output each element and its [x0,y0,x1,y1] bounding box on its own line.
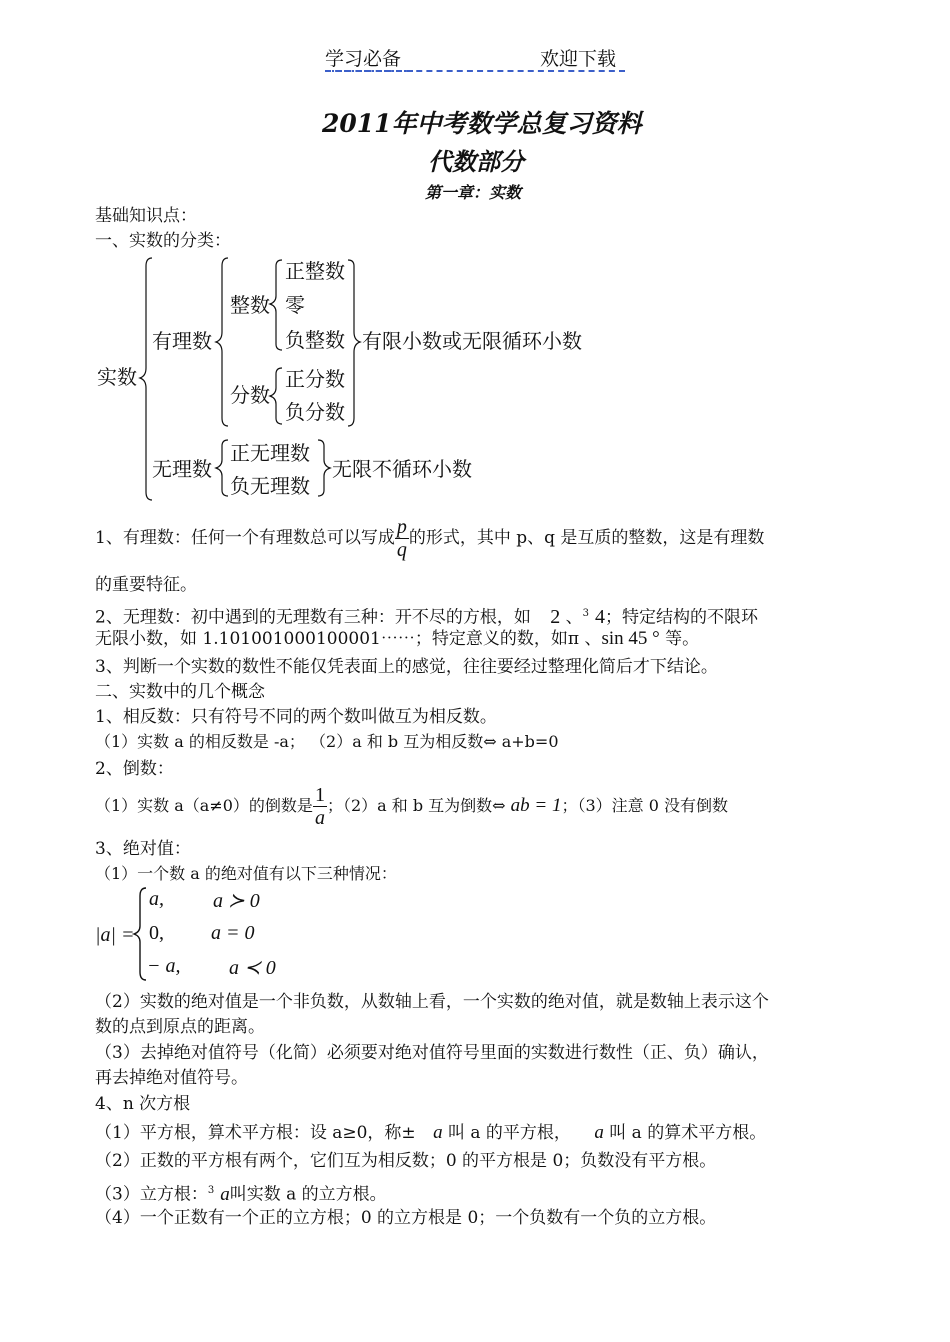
abs-row2-cond: a = 0 [211,922,255,944]
c4-1-var2: a [594,1122,604,1143]
abs-lhs: |a| = [95,924,135,946]
tree-rational-note: 有限小数或无限循环小数 [362,329,582,353]
c3-2-line1: （2）实数的绝对值是一个非负数，从数轴上看，一个实数的绝对值，就是数轴上表示这个 [95,992,769,1012]
page-title: 2011年中考数学总复习资料 [322,109,642,138]
c2-fraction [313,784,327,829]
c4-2: （2）正数的平方根有两个，它们互为相反数；0 的平方根是 0；负数没有平方根。 [95,1151,717,1171]
c3-3-line2: 再去掉绝对值符号。 [95,1068,248,1088]
tree-integer: 整数 [230,293,270,317]
c2: 2、倒数： [95,759,174,779]
p2-sin: sin 45 ° [601,628,660,649]
p3: 3、判断一个实数的数性不能仅凭表面上的感觉，往往要经过整理化简后才下结论。 [95,657,718,677]
c1-1: （1）实数 a 的相反数是 -a； （2）a 和 b 互为相反数⇔ a+b=0 [95,732,559,751]
c2-line [95,778,728,834]
c4: 4、n 次方根 [95,1094,191,1114]
c4-1-text-b: 叫 a 的平方根， [447,1123,571,1143]
tree-fraction: 分数 [230,383,270,407]
p2-sqrt2: 2 [550,605,561,628]
basics-heading: 基础知识点： [95,206,197,226]
c2-numerator: 1 [314,784,325,806]
c3-2-line2: 数的点到原点的距离。 [95,1017,265,1037]
c4-3-text-a: （3）立方根： [95,1184,208,1205]
c1: 1、相反数：只有符号不同的两个数叫做互为相反数。 [95,707,497,727]
p2-cbrt4: 4 [595,605,606,628]
classification-heading: 一、实数的分类： [95,231,231,251]
abs-row3-cond: a ≺ 0 [229,957,276,979]
c2-text-b: ；（2）a 和 b 互为倒数⇔ [326,796,506,815]
abs-row1-cond: a ≻ 0 [213,890,260,912]
c3-3-line1: （3）去掉绝对值符号（化简）必须要对绝对值符号里面的实数进行数性（正、负）确认， [95,1043,769,1063]
tree-pos-int: 正整数 [285,259,345,283]
header-left: 学习必备 [325,48,402,70]
tree-root: 实数 [97,365,137,389]
c4-1-var: a [433,1122,443,1143]
page-subtitle: 代数部分 [428,147,524,176]
p2-text-c: 无限小数，如 1.101001000100001⋯⋯；特定意义的数，如π 、 [95,629,602,649]
tree-rational: 有理数 [152,329,212,353]
p1-text-b: 的形式，其中 p、q 是互质的整数，这是有理数 [408,528,765,548]
c4-3-var: a [220,1183,230,1205]
tree-zero: 零 [285,293,305,317]
c4-3 [95,1180,387,1206]
p1-denominator: q [396,539,407,561]
c2-text-a: （1）实数 a（a≠0）的倒数是 [95,796,313,815]
tree-neg-int: 负整数 [285,328,345,352]
c3: 3、绝对值： [95,839,191,859]
c3-1: （1）一个数 a 的绝对值有以下三种情况： [95,864,397,883]
p2-text-d: 等。 [665,629,700,649]
tree-neg-irr: 负无理数 [230,474,310,498]
header-right: 欢迎下载 [540,48,617,70]
p1-text-a: 1、有理数：任何一个有理数总可以写成 [95,528,395,548]
abs-row2-value: 0, [149,922,164,944]
p2-line2 [95,628,699,650]
abs-row1-value: a, [149,888,164,910]
p2-sep: 、 [565,607,583,628]
tree-pos-irr: 正无理数 [230,441,310,465]
tree-irrational: 无理数 [152,457,212,481]
c2-equation: ab = 1 [510,795,562,816]
p1-numerator: p [396,516,407,538]
c4-1-text-c: 叫 a 的算术平方根。 [609,1123,767,1143]
section-2-heading: 二、实数中的几个概念 [95,682,265,702]
c2-text-c: ；（3）注意 0 没有倒数 [561,796,729,815]
tree-pos-frac: 正分数 [285,367,345,391]
tree-neg-frac: 负分数 [285,400,345,424]
tree-irrational-note: 无限不循环小数 [332,457,472,481]
c4-1-text-a: （1）平方根，算术平方根：设 a≥0，称± [95,1123,416,1143]
p2-text-a: 2、无理数：初中遇到的无理数有三种：开不尽的方根，如 [95,607,531,628]
p2-cbrt-index: 3 [582,608,590,619]
chapter-title: 第一章：实数 [425,183,522,202]
p2-line1 [95,602,758,630]
p1-fraction [395,516,409,561]
c4-3-text-b: 叫实数 a 的立方根。 [229,1184,387,1205]
p2-text-b: ；特定结构的不限环 [605,607,759,628]
c4-4: （4）一个正数有一个正的立方根；0 的立方根是 0；一个负数有一个负的立方根。 [95,1208,717,1228]
p1-line1 [95,512,764,564]
c4-1 [95,1122,766,1144]
c4-3-index: 3 [207,1185,215,1196]
classification-braces [0,0,950,520]
abs-row3-value: − a, [147,955,181,977]
c2-denominator: a [314,807,325,829]
p1-line2: 的重要特征。 [95,575,197,595]
